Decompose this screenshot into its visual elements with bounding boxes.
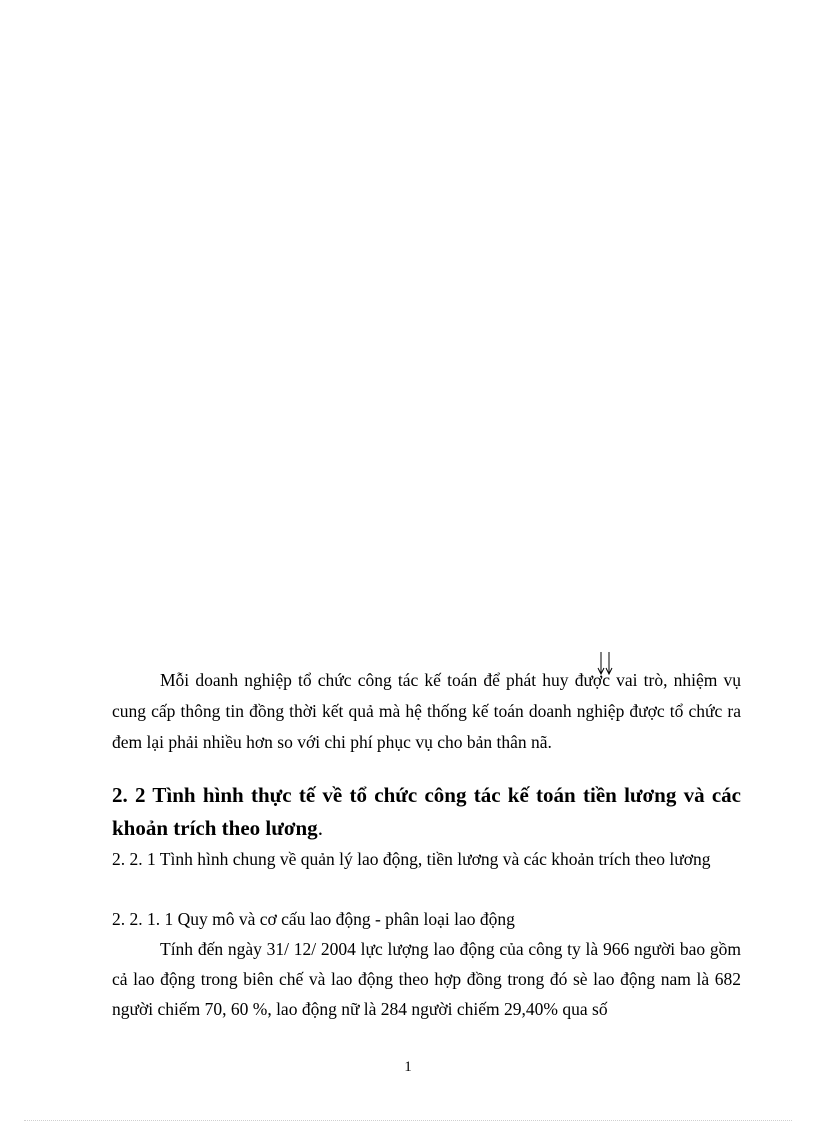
section-heading-period: . [317,816,323,840]
main-section [112,779,741,845]
section-heading [112,779,741,845]
body-section [112,934,741,1024]
intro-paragraph: Mỗi doanh nghiệp tổ chức công tác kế toán để phát huy được vai trò, nhiệm vụ cung cấp thông tin đồng thời kết quả mà hệ thống kế toán doanh nghiệp được tổ chức ra đem lại phải nhiều hơn so với chi phí phục vụ cho bản thân nã. [112,670,741,752]
section-heading-text: 2. 2 Tình hình thực tế về tổ chức công tác kế toán tiền lương và các khoản trích theo lương [112,783,741,840]
subsection-heading: 2. 2. 1 Tình hình chung về quản lý lao động, tiền lương và các khoản trích theo lương [112,849,711,869]
page-number: 1 [404,1059,412,1075]
subsubsection-heading: 2. 2. 1. 1 Quy mô và cơ cấu lao động - phân loại lao động [112,909,515,929]
subsubsection [112,905,741,934]
body-paragraph: Tính đến ngày 31/ 12/ 2004 lực lượng lao động của công ty là 966 người bao gồm cả lao động trong biên chế và lao động theo hợp đồng trong đó sè lao động nam là 682 người chiếm 70, 60 %, lao động nữ là 284 người chiếm 29,40% qua số [112,939,741,1019]
intro-section [112,665,741,758]
page-border-divider [24,1120,792,1121]
subsection [112,845,741,874]
